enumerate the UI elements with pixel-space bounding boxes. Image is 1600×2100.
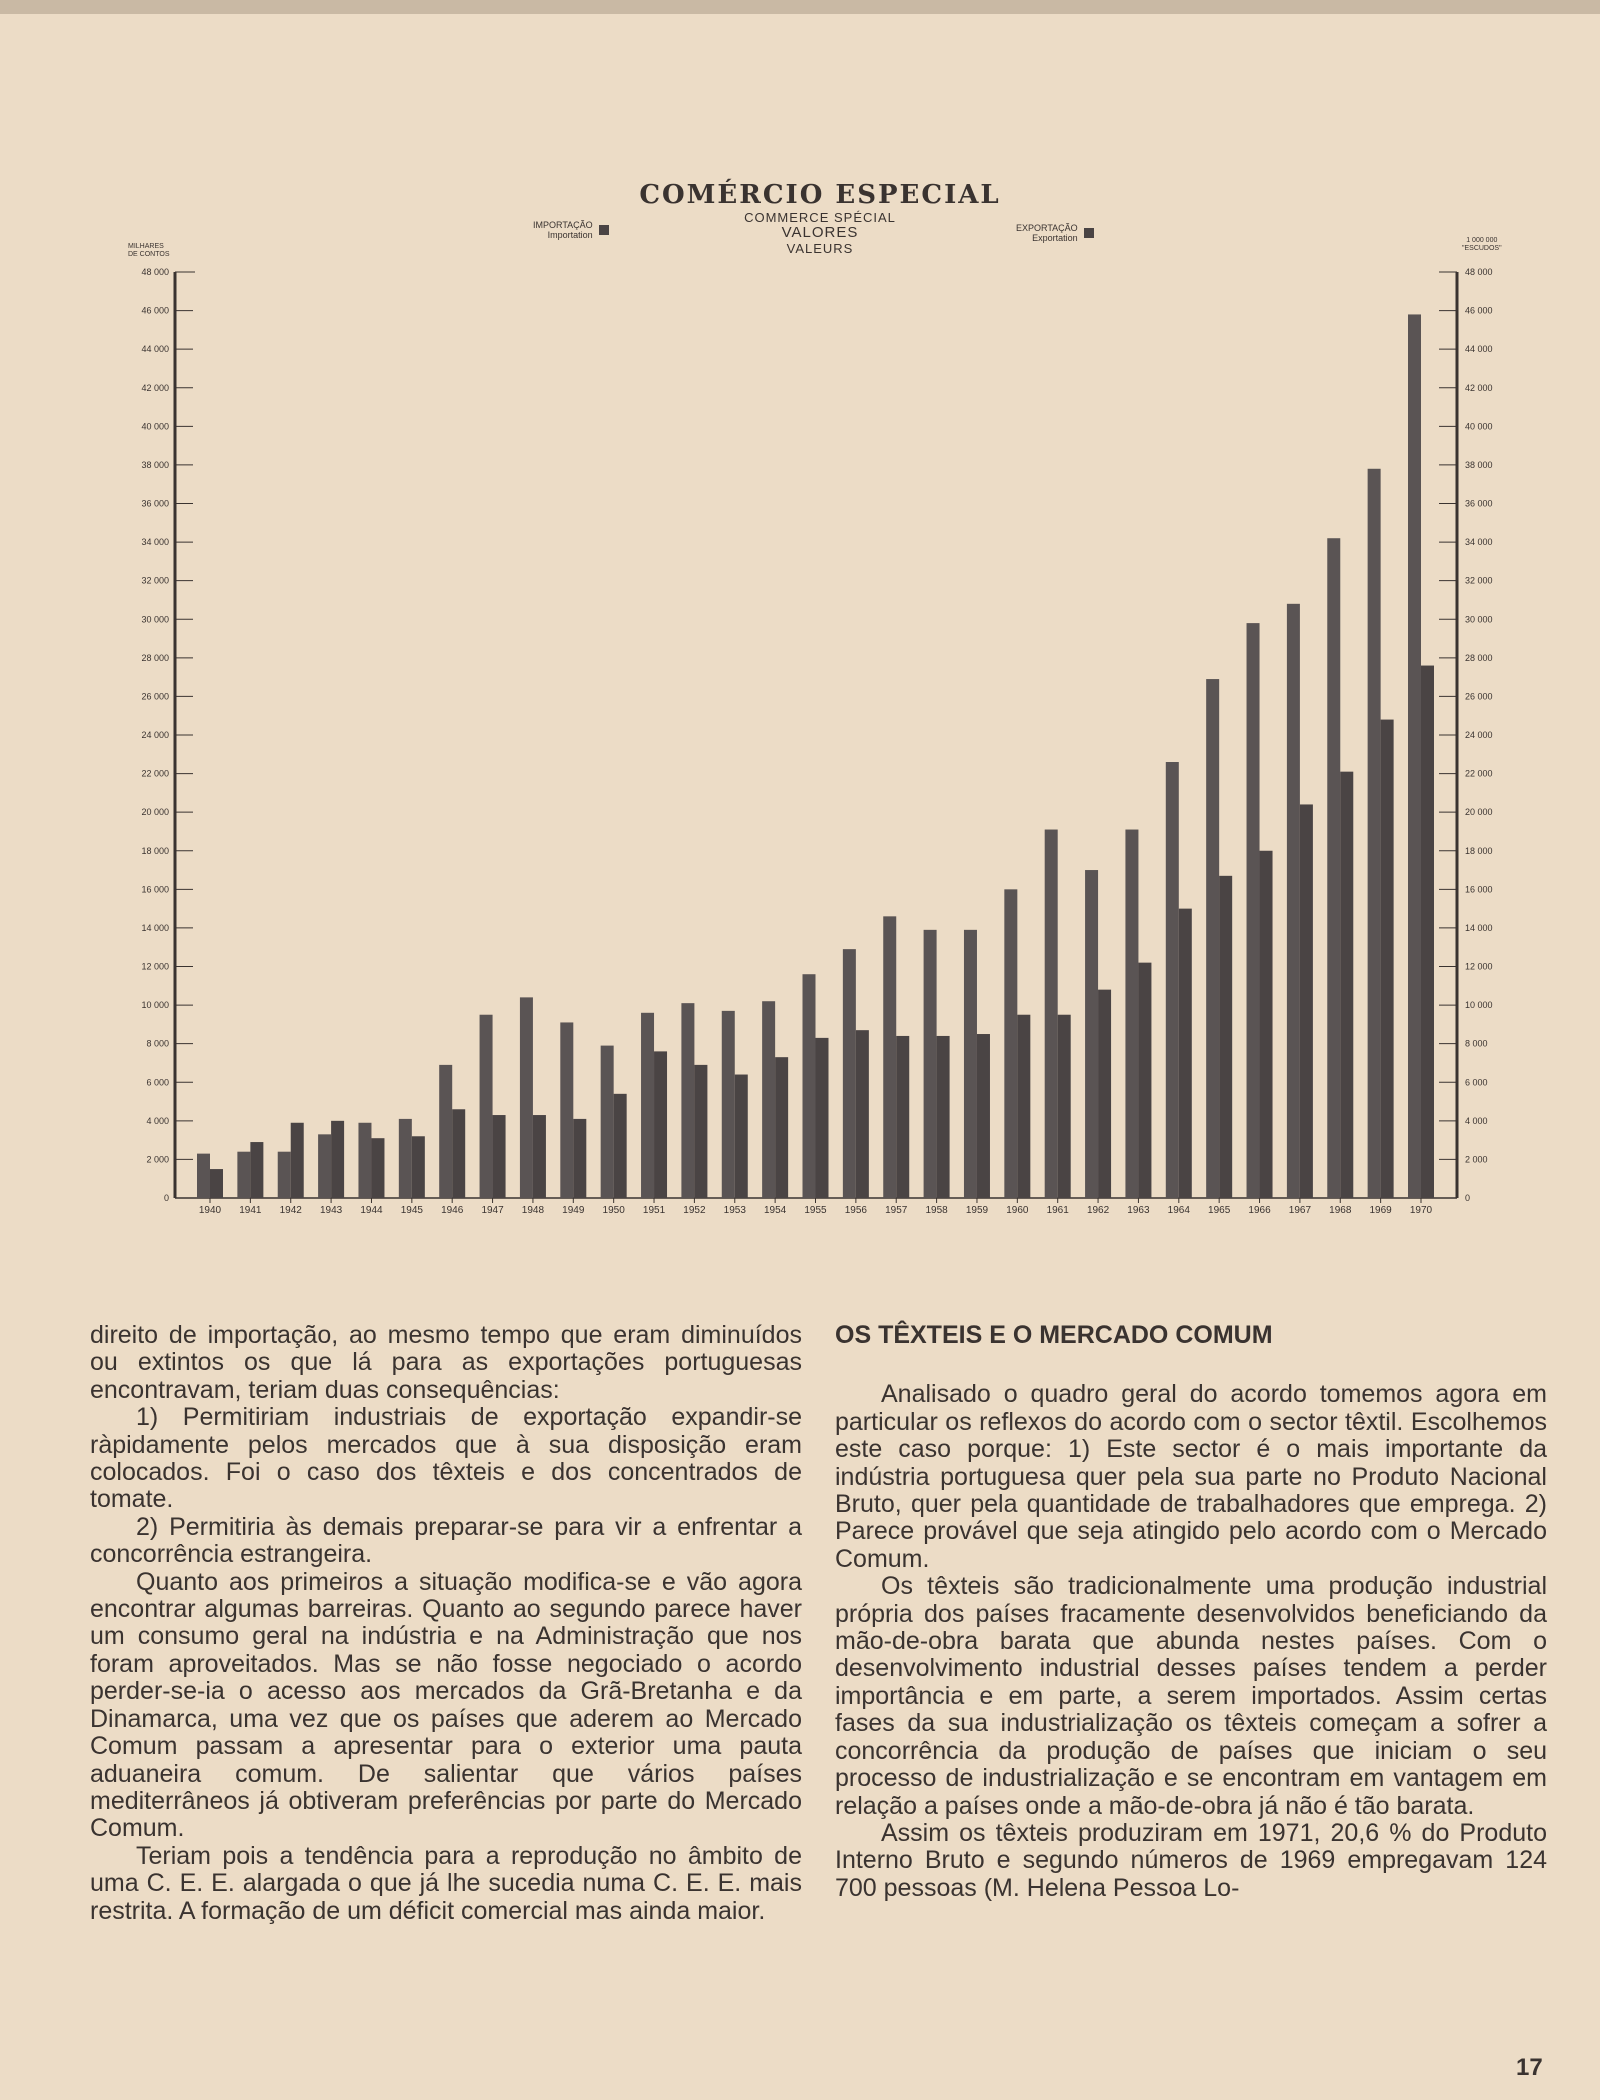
bar-import-1968 (1327, 538, 1340, 1198)
y-tick-label-left: 48 000 (141, 267, 169, 277)
y-tick-label-right: 34 000 (1465, 537, 1493, 548)
x-tick-label-1951: 1951 (642, 1205, 666, 1216)
y-tick-label-left: 44 000 (141, 344, 169, 355)
y-tick-label-left: 16 000 (141, 884, 169, 895)
bar-export-1959 (977, 1034, 990, 1198)
y-tick-label-right: 28 000 (1465, 652, 1493, 663)
y-tick-label-right: 42 000 (1465, 382, 1493, 393)
y-tick-label-right: 2 000 (1465, 1154, 1488, 1165)
chart-subtitle: COMMERCE SPÉCIAL (744, 210, 896, 225)
y-tick-label-right: 10 000 (1465, 1000, 1493, 1011)
bar-export-1961 (1058, 1015, 1071, 1198)
y-tick-label-right: 0 (1465, 1193, 1471, 1203)
bar-import-1945 (399, 1119, 412, 1198)
chart-subtitle-values: VALORES (781, 224, 859, 241)
x-tick-label-1969: 1969 (1369, 1205, 1392, 1216)
bar-import-1958 (924, 930, 937, 1198)
bar-import-1966 (1247, 623, 1260, 1198)
y-tick-label-left: 24 000 (141, 730, 169, 740)
bar-import-1964 (1166, 762, 1179, 1198)
bar-import-1943 (318, 1134, 331, 1198)
y-tick-label-left: 26 000 (141, 691, 169, 702)
bar-import-1969 (1368, 469, 1381, 1198)
bar-export-1950 (614, 1094, 627, 1198)
y-tick-label-left: 42 000 (141, 382, 169, 393)
bar-export-1952 (694, 1065, 707, 1198)
bar-export-1962 (1098, 990, 1111, 1198)
bar-import-1967 (1287, 604, 1300, 1198)
page-number: 17 (1516, 2054, 1543, 2081)
bar-export-1949 (573, 1119, 586, 1198)
y-tick-label-left: 2 000 (146, 1154, 169, 1165)
y-tick-label-right: 36 000 (1465, 498, 1493, 509)
legend-export-label: EXPORTAÇÃO (1016, 223, 1078, 233)
x-tick-label-1954: 1954 (764, 1205, 787, 1216)
y-tick-label-left: 20 000 (141, 807, 169, 818)
bar-import-1946 (439, 1065, 452, 1198)
bar-export-1968 (1340, 772, 1353, 1198)
bar-import-1962 (1085, 870, 1098, 1198)
y-tick-label-left: 12 000 (141, 961, 169, 972)
chart-title: COMÉRCIO ESPECIAL (639, 180, 1001, 210)
bar-import-1954 (762, 1001, 775, 1198)
article-left-column (90, 1322, 802, 1925)
y-tick-label-left: 6 000 (146, 1077, 169, 1088)
y-tick-label-right: 12 000 (1465, 961, 1493, 972)
x-tick-label-1944: 1944 (360, 1205, 383, 1216)
y-tick-label-right: 22 000 (1465, 768, 1493, 779)
bar-import-1953 (722, 1011, 735, 1198)
bar-import-1961 (1045, 830, 1058, 1198)
x-tick-label-1942: 1942 (279, 1205, 302, 1216)
bar-export-1957 (896, 1036, 909, 1198)
y-tick-label-left: 18 000 (141, 845, 169, 856)
y-tick-label-left: 28 000 (141, 652, 169, 663)
bar-export-1956 (856, 1030, 869, 1198)
bar-import-1941 (237, 1152, 250, 1198)
right-paragraph-3: Assim os têxteis produziram em 1971, 20,6 % do Produto Interno Bruto e segundo números de 1969 empregavam 124 700 pessoas (M. Helena Pessoa Lo- (835, 1818, 1547, 1902)
bar-import-1952 (681, 1003, 694, 1198)
y-tick-label-right: 32 000 (1465, 575, 1493, 586)
left-paragraph-2: 1) Permitiriam industriais de exportação expandir-se ràpidamente pelos mercados que à sua disposição eram colocados. Foi o caso dos têxteis e dos concentrados de tomate. (90, 1403, 802, 1514)
bar-export-1964 (1179, 909, 1192, 1198)
x-tick-label-1958: 1958 (925, 1205, 948, 1216)
y-tick-label-left: 36 000 (141, 498, 169, 509)
bar-import-1949 (560, 1022, 573, 1198)
bar-export-1946 (452, 1109, 465, 1198)
x-tick-label-1963: 1963 (1127, 1205, 1150, 1216)
bar-import-1942 (278, 1152, 291, 1198)
y-tick-label-left: 22 000 (141, 768, 169, 779)
bar-export-1954 (775, 1057, 788, 1198)
y-tick-label-right: 6 000 (1465, 1077, 1488, 1088)
x-tick-label-1948: 1948 (521, 1205, 545, 1216)
left-paragraph-1: direito de importação, ao mesmo tempo que eram diminuídos ou extintos os que lá para as exportações portuguesas encontravam, teriam duas consequências: (90, 1321, 802, 1404)
x-tick-label-1957: 1957 (885, 1205, 908, 1216)
x-tick-label-1952: 1952 (683, 1205, 706, 1216)
y-tick-label-left: 14 000 (141, 922, 169, 933)
y-tick-label-left: 40 000 (141, 421, 169, 432)
y-tick-label-left: 10 000 (141, 1000, 169, 1011)
y-tick-label-right: 4 000 (1465, 1115, 1488, 1126)
bar-export-1940 (210, 1169, 223, 1198)
x-tick-label-1956: 1956 (844, 1205, 867, 1216)
x-tick-label-1943: 1943 (319, 1205, 343, 1216)
bar-export-1943 (331, 1121, 344, 1198)
y-unit-left-line2: DE CONTOS (128, 251, 170, 258)
x-tick-label-1949: 1949 (562, 1205, 585, 1216)
bar-import-1947 (480, 1015, 493, 1198)
bar-export-1953 (735, 1075, 748, 1198)
y-tick-label-left: 34 000 (141, 537, 169, 548)
x-tick-label-1945: 1945 (400, 1205, 423, 1216)
y-tick-label-right: 38 000 (1465, 459, 1493, 470)
article-right-column (835, 1322, 1547, 1902)
x-tick-label-1953: 1953 (723, 1205, 746, 1216)
x-tick-label-1955: 1955 (804, 1205, 827, 1216)
x-tick-label-1941: 1941 (239, 1205, 262, 1216)
y-tick-label-right: 26 000 (1465, 691, 1493, 702)
bar-export-1941 (250, 1142, 263, 1198)
y-tick-label-left: 4 000 (146, 1115, 169, 1126)
bar-export-1947 (493, 1115, 506, 1198)
y-tick-label-right: 44 000 (1465, 344, 1493, 355)
bar-export-1955 (816, 1038, 829, 1198)
bar-import-1951 (641, 1013, 654, 1198)
x-tick-label-1946: 1946 (441, 1205, 464, 1216)
bar-import-1950 (601, 1046, 614, 1198)
legend-import-label-fr: Importation (547, 230, 593, 240)
bar-export-1967 (1300, 804, 1313, 1198)
y-unit-right-line1: 1 000 000 (1466, 237, 1498, 244)
x-tick-label-1959: 1959 (965, 1205, 989, 1216)
y-tick-label-left: 46 000 (141, 305, 169, 316)
y-tick-label-right: 20 000 (1465, 807, 1493, 818)
y-unit-left-line1: MILHARES (128, 243, 164, 250)
section-heading: OS TÊXTEIS E O MERCADO COMUM (835, 1321, 1273, 1349)
bar-import-1970 (1408, 314, 1421, 1198)
bar-export-1969 (1381, 720, 1394, 1198)
y-tick-label-right: 16 000 (1465, 884, 1493, 895)
bar-import-1944 (358, 1123, 371, 1198)
bar-import-1960 (1004, 889, 1017, 1198)
legend-import-label: IMPORTAÇÃO (533, 220, 593, 230)
y-tick-label-left: 38 000 (141, 459, 169, 470)
y-tick-label-left: 30 000 (141, 614, 169, 625)
x-tick-label-1961: 1961 (1046, 1205, 1069, 1216)
y-tick-label-right: 46 000 (1465, 305, 1493, 316)
bar-import-1948 (520, 997, 533, 1198)
bar-import-1965 (1206, 679, 1219, 1198)
x-tick-label-1964: 1964 (1167, 1205, 1190, 1216)
bar-import-1959 (964, 930, 977, 1198)
y-tick-label-left: 32 000 (141, 575, 169, 586)
y-tick-label-right: 40 000 (1465, 421, 1493, 432)
bar-export-1963 (1138, 963, 1151, 1198)
bar-import-1955 (803, 974, 816, 1198)
bar-export-1970 (1421, 666, 1434, 1198)
legend-export-label-fr: Exportation (1032, 233, 1078, 243)
y-tick-label-right: 48 000 (1465, 267, 1493, 277)
bar-export-1951 (654, 1051, 667, 1198)
y-tick-label-right: 8 000 (1465, 1038, 1488, 1049)
chart-subtitle-valeurs: VALEURS (786, 241, 854, 256)
y-unit-right-line2: "ESCUDOS" (1462, 245, 1502, 252)
bar-export-1965 (1219, 876, 1232, 1198)
x-tick-label-1966: 1966 (1248, 1205, 1271, 1216)
bar-import-1957 (883, 916, 896, 1198)
y-tick-label-right: 30 000 (1465, 614, 1493, 625)
right-paragraph-2: Os têxteis são tradicionalmente uma produção industrial própria dos países fracamente desenvolvidos beneficiando da mão-de-obra barata que abunda nestes países. Com o desenvolvimento industrial desses países tendem a perder importância e em parte, a serem importados. Assim certas fases da sua industrialização os têxteis começam a sofrer a concorrência da produção de países que iniciam o seu processo de industrialização e se encontram em vantagem em relação a países onde a mão-de-obra já não é tão barata. (835, 1572, 1547, 1820)
x-tick-label-1968: 1968 (1329, 1205, 1352, 1216)
x-tick-label-1960: 1960 (1006, 1205, 1029, 1216)
y-tick-label-left: 0 (163, 1193, 169, 1203)
left-paragraph-3: 2) Permitiria às demais preparar-se para vir a enfrentar a concorrência estrangeira. (90, 1512, 802, 1569)
y-tick-label-right: 18 000 (1465, 845, 1493, 856)
x-tick-label-1962: 1962 (1086, 1205, 1110, 1216)
x-tick-label-1950: 1950 (602, 1205, 625, 1216)
x-tick-label-1947: 1947 (481, 1205, 504, 1216)
right-paragraph-1: Analisado o quadro geral do acordo tomemos agora em particular os reflexos do acordo com o sector têxtil. Escolhemos este caso porque: 1) Este sector é o mais importante da indústria portuguesa quer pela sua parte no Produto Nacional Bruto, quer pela quantidade de trabalhadores que emprega. 2) Parece provável que seja atingido pelo acordo com o Mercado Comum. (835, 1380, 1547, 1573)
bar-import-1956 (843, 949, 856, 1198)
y-tick-label-right: 24 000 (1465, 730, 1493, 740)
y-tick-label-left: 8 000 (146, 1038, 169, 1049)
bar-export-1948 (533, 1115, 546, 1198)
x-tick-label-1965: 1965 (1208, 1205, 1231, 1216)
x-tick-label-1970: 1970 (1409, 1205, 1433, 1216)
y-tick-label-right: 14 000 (1465, 922, 1493, 933)
bar-export-1958 (937, 1036, 950, 1198)
bar-export-1944 (371, 1138, 384, 1198)
bar-export-1960 (1017, 1015, 1030, 1198)
left-paragraph-5: Teriam pois a tendência para a reprodução no âmbito de uma C. E. E. alargada o que já lhe sucedia numa C. E. E. mais restrita. A formação de um déficit comercial mas ainda maior. (90, 1841, 802, 1925)
left-paragraph-4: Quanto aos primeiros a situação modifica-se e vão agora encontrar algumas barreiras. Quanto ao segundo parece haver um consumo geral na indústria e na Administração que nos foram aproveitados. Mas se não fosse negociado o acordo perder-se-ia o acesso aos mercados da Grã-Bretanha e da Dinamarca, uma vez que os países que aderem ao Mercado Comum passam a apresentar para o exterior uma pauta aduaneira comum. De salientar que vários países mediterrâneos já obtiveram preferências por parte do Mercado Comum. (90, 1567, 802, 1843)
x-tick-label-1967: 1967 (1288, 1205, 1312, 1216)
bar-import-1963 (1125, 830, 1138, 1198)
bar-export-1966 (1260, 851, 1273, 1198)
bar-export-1942 (291, 1123, 304, 1198)
bar-import-1940 (197, 1154, 210, 1198)
bar-export-1945 (412, 1136, 425, 1198)
x-tick-label-1940: 1940 (198, 1205, 222, 1216)
